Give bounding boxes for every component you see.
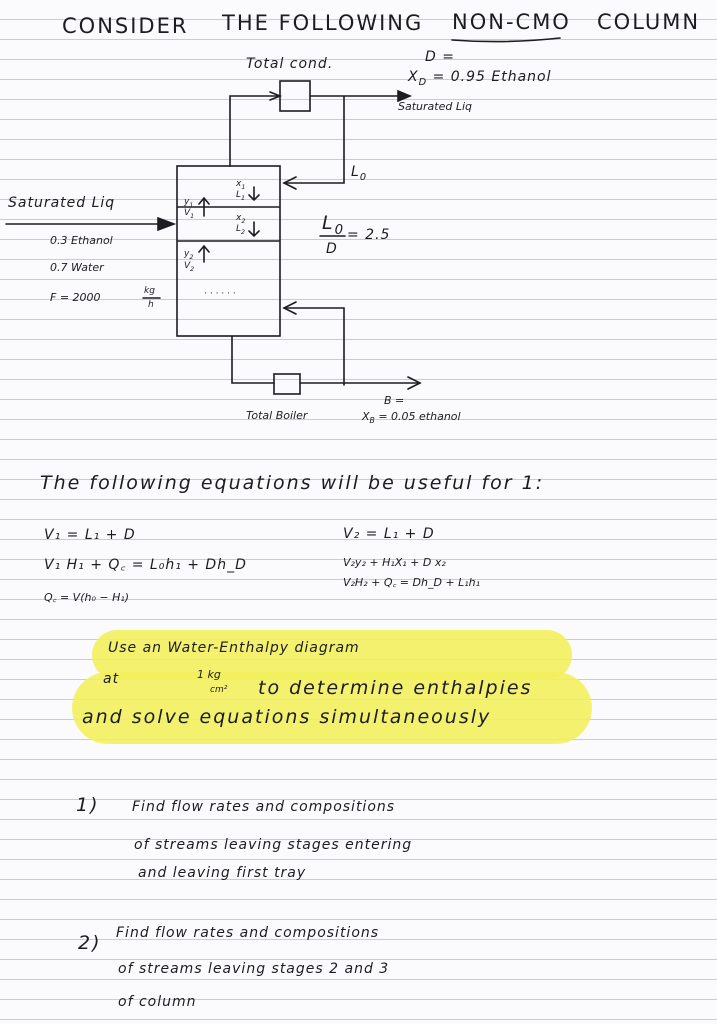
tray-label-x1: $x_1$ xyxy=(236,179,246,191)
question-1-line-3: and leaving first tray xyxy=(138,865,307,881)
question-2-line-1: Find flow rates and compositions xyxy=(116,925,380,941)
feed-phase: Saturated Liq xyxy=(8,195,116,211)
tray-label-y2: $y_2$ xyxy=(184,249,194,261)
bottoms-composition: $X_B = 0.05$ ethanol xyxy=(362,410,461,426)
tray-label-l2: $L_2$ xyxy=(236,224,246,236)
tray-label-v1: $V_1$ xyxy=(184,208,195,220)
feed-unit-numerator: kg xyxy=(144,286,155,296)
note-line-2-unit-denominator: cm² xyxy=(210,685,228,695)
reboiler-box xyxy=(274,374,300,394)
question-1-line-1: Find flow rates and compositions xyxy=(132,799,396,815)
distillate-phase: Saturated Liq xyxy=(398,100,472,113)
note-line-2-text: to determine enthalpies xyxy=(258,677,533,699)
condenser-box xyxy=(280,81,310,111)
equations-intro xyxy=(40,474,544,493)
title-column: COLUMN xyxy=(597,10,701,34)
tray-label-l1: $L_1$ xyxy=(236,190,246,202)
question-2-line-2: of streams leaving stages 2 and 3 xyxy=(118,961,390,977)
question-1-number: 1) xyxy=(76,794,100,816)
tray-label-x2: $x_2$ xyxy=(236,213,246,225)
title-consider: CONSIDER xyxy=(62,14,189,38)
intro-target: 1: xyxy=(521,472,545,494)
l1-down-arrow xyxy=(249,187,259,200)
equation-left-2: V₁ H₁ + Q꜀ = L₀h₁ + Dh_D xyxy=(44,557,247,573)
reflux-ratio-denominator: D xyxy=(326,241,338,257)
tray-label-v2: $V_2$ xyxy=(184,261,195,273)
tray-label-y1: $y_1$ xyxy=(184,197,194,209)
column-diagram xyxy=(0,0,717,440)
intro-text: The following equations will be useful for xyxy=(40,472,514,494)
l2-down-arrow xyxy=(249,222,259,236)
distillate-flow: D = xyxy=(425,49,455,65)
feed-unit-denominator: h xyxy=(148,300,154,310)
question-2-number: 2) xyxy=(78,932,102,954)
equation-right-3: V₂H₂ + Q꜀ = Dh_D + L₁h₁ xyxy=(343,576,481,589)
reflux-ratio-numerator: $L_0$ xyxy=(322,212,346,238)
title-the-following: THE FOLLOWING xyxy=(222,11,424,35)
condenser-label: Total cond. xyxy=(246,56,334,72)
feed-flow: F = 2000 xyxy=(50,291,101,304)
equation-right-2: V₂y₂ + H₁X₁ + D x₂ xyxy=(343,556,446,569)
equation-left-3: Q꜀ = V(h₀ − H₁) xyxy=(44,591,130,604)
v2-up-arrow xyxy=(199,246,209,262)
equation-right-1: V₂ = L₁ + D xyxy=(343,526,435,542)
tray-dots: · · · · · · xyxy=(204,289,236,299)
non-cmo-underline xyxy=(452,38,560,42)
reboiler-label: Total Boiler xyxy=(246,409,308,422)
feed-arrow xyxy=(158,218,174,230)
note-line-2-unit-numerator: 1 kg xyxy=(197,668,221,681)
bottoms-draw-line xyxy=(232,336,274,383)
note-line-2-prefix: at xyxy=(103,671,120,687)
reflux-line xyxy=(284,96,344,183)
note-line-3: and solve equations simultaneously xyxy=(82,706,492,728)
question-1-line-2: of streams leaving stages entering xyxy=(134,837,413,853)
distillate-composition: $X_D = 0.95$ Ethanol xyxy=(408,69,552,88)
feed-ethanol: 0.3 Ethanol xyxy=(50,234,113,247)
title-non-cmo: NON-CMO xyxy=(452,10,571,34)
note-line-1: Use an Water-Enthalpy diagram xyxy=(108,640,360,656)
reflux-ratio-value: = 2.5 xyxy=(347,227,391,243)
overhead-vapor-line xyxy=(230,96,280,166)
bottoms-flow: B = xyxy=(384,394,405,407)
question-2-line-3: of column xyxy=(118,994,197,1010)
feed-water: 0.7 Water xyxy=(50,261,104,274)
reflux-label: $L_0$ xyxy=(351,164,368,183)
equation-left-1: V₁ = L₁ + D xyxy=(44,527,136,543)
